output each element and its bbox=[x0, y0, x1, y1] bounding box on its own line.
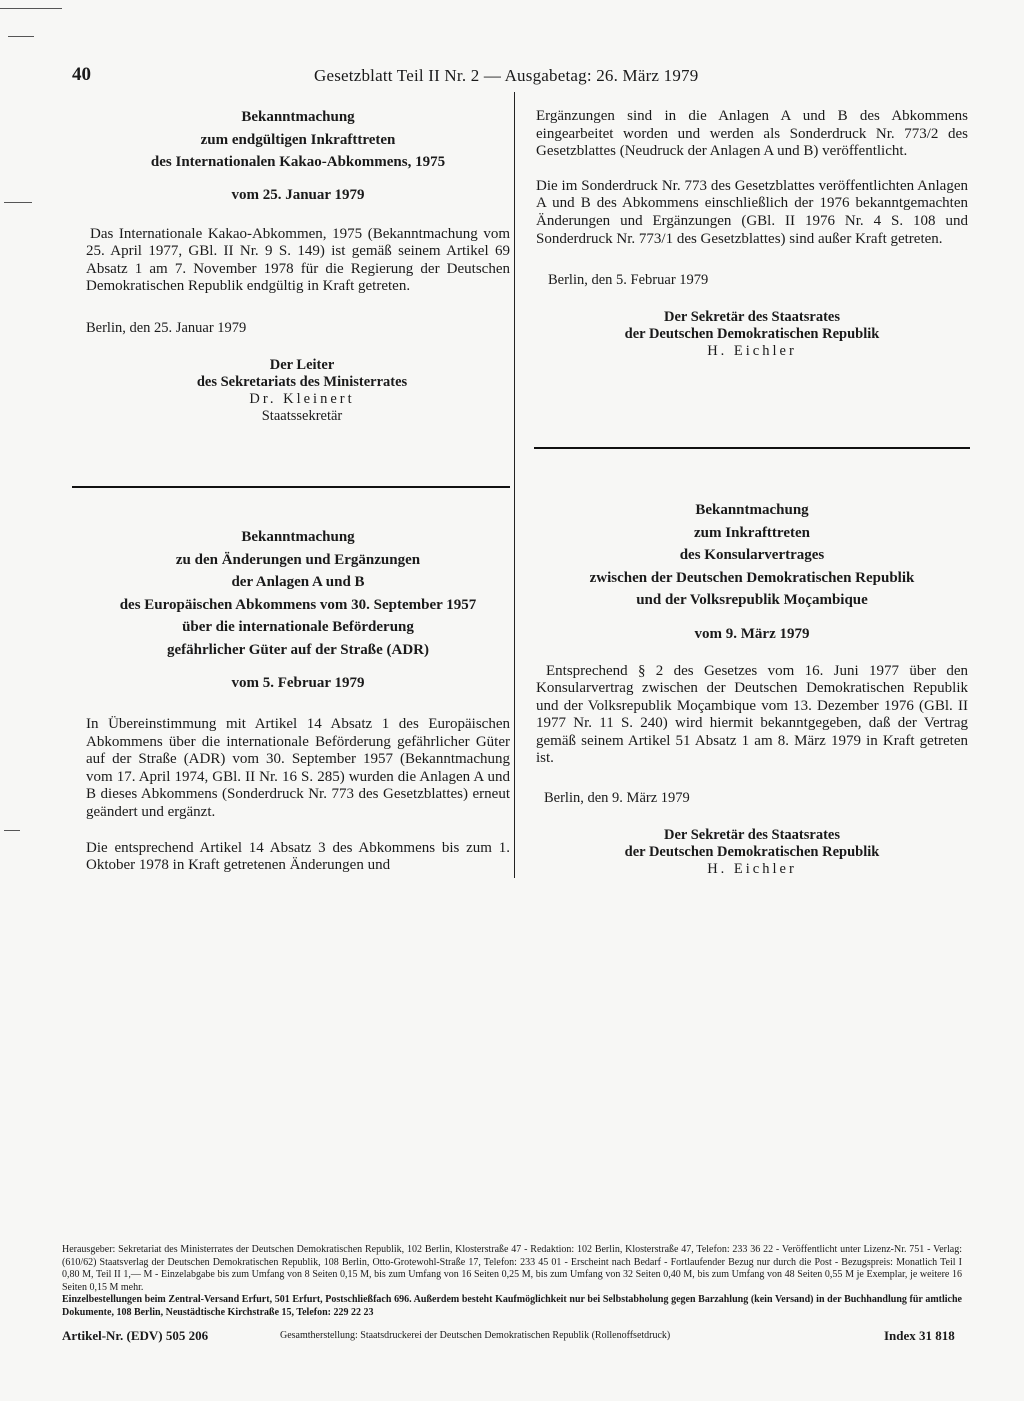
body-paragraph: Das Internationale Kakao-Abkommen, 1975 (Bekanntmachung vom 25. April 1977, GBl. II Nr. 9 S. 149) ist gemäß seinem Artikel 69 Absatz 1 am 7. November 1978 für die Regierung der Deutschen Demokratischen Republik endgültig in Kraft getreten. bbox=[86, 225, 510, 295]
heading-line: zum endgültigen Inkrafttreten bbox=[200, 131, 396, 148]
heading-line: des Internationalen Kakao-Abkommens, 1975 bbox=[150, 154, 446, 170]
signature-title: der Deutschen Demokratischen Republik bbox=[624, 326, 880, 343]
section-rule bbox=[534, 447, 970, 449]
notice-consular-treaty bbox=[536, 499, 968, 878]
printer-line: Gesamtherstellung: Staatsdruckerei der Deutschen Demokratischen Republik (Rollenoffsetdruck) bbox=[280, 1330, 671, 1341]
heading-line: über die internationale Beförderung bbox=[182, 619, 414, 635]
column-divider bbox=[514, 92, 515, 878]
signature-block bbox=[536, 309, 968, 360]
imprint bbox=[62, 1244, 962, 1320]
heading-line: zwischen der Deutschen Demokratischen Republik bbox=[589, 569, 915, 586]
imprint-text: Herausgeber: Sekretariat des Ministerrates der Deutschen Demokratischen Republik, 102 Berlin, Klosterstraße 47 - Redaktion: 102 Berlin, Klosterstraße 47, Telefon: 233 36 22 - Veröffentlicht unter Lizenz-Nr. 751 - Verlag: (610/62) Staatsverlag der Deutschen Demokratischen Republik, 108 Berlin, Otto-Grotewohl-Straße 17, Telefon: 233 45 01 - Erscheint nach Bedarf - Fortlaufender Bezug nur durch die Post - Bezugspreis: Monatlich Teil I 0,80 M, Teil II 1,— M - Einzelabgabe bis zum Umfang von 8 Seiten 0,15 M, bis zum Umfang von 16 Seiten 0,25 M, bis zum Umfang von 32 Seiten 0,40 M, bis zum Umfang von 48 Seiten 0,55 M je Exemplar, je weitere 16 Seiten 0,15 M mehr. bbox=[62, 1244, 962, 1293]
body-paragraph: Ergänzungen sind in die Anlagen A und B des Abkommens eingearbeitet worden und werden als Sonderdruck Nr. 773/2 des Gesetzblattes (Neudruck der Anlagen A und B) veröffentlicht. bbox=[536, 108, 968, 160]
notice-date: vom 9. März 1979 bbox=[694, 625, 810, 642]
notice-adr-amendments bbox=[86, 526, 510, 875]
section-rule bbox=[72, 486, 510, 488]
place-date: Berlin, den 5. Februar 1979 bbox=[548, 272, 709, 289]
heading-line: Bekanntmachung bbox=[241, 529, 355, 545]
notice-date: vom 5. Februar 1979 bbox=[231, 675, 365, 691]
body-paragraph: Entsprechend § 2 des Gesetzes vom 16. Juni 1977 über den Konsularvertrag zwischen der Deutschen Demokratischen Republik und der Volksrepublik Moçambique vom 13. Dezember 1976 (GBl. II 1977 Nr. 11 S. 240) wird hiermit bekanntgegeben, daß der Vertrag gemäß seinem Artikel 51 Absatz 1 am 8. März 1979 in Kraft getreten ist. bbox=[536, 662, 968, 767]
heading-line: Bekanntmachung bbox=[241, 109, 355, 125]
notice-date: vom 25. Januar 1979 bbox=[231, 186, 365, 203]
notice-heading bbox=[536, 499, 968, 612]
body-paragraph: Die im Sonderdruck Nr. 773 des Gesetzblattes veröffentlichten Anlagen A und B des Abkommens einschließlich der 1976 bekanntgemachten Änderungen und Ergänzungen (GBl. II 1976 Nr. 4 S. 108 und Sonderdruck Nr. 773/1 des Gesetzblattes) sind außer Kraft getreten. bbox=[536, 177, 968, 247]
signature-name: H. Eichler bbox=[707, 861, 797, 878]
margin-mark bbox=[4, 830, 20, 831]
signature-block bbox=[86, 357, 510, 425]
heading-line: Bekanntmachung bbox=[695, 502, 809, 518]
signature-title: Der Sekretär des Staatsrates bbox=[664, 827, 840, 844]
signature-title: Der Sekretär des Staatsrates bbox=[664, 309, 840, 326]
margin-mark bbox=[4, 202, 32, 203]
margin-mark bbox=[0, 8, 62, 9]
notice-adr-continuation bbox=[536, 108, 968, 360]
running-head: Gesetzblatt Teil II Nr. 2 — Ausgabetag: 26. März 1979 bbox=[314, 66, 699, 85]
signature-block bbox=[536, 827, 968, 878]
heading-line: und der Volksrepublik Moçambique bbox=[636, 592, 868, 608]
notice-heading bbox=[86, 106, 510, 174]
page-header bbox=[62, 64, 970, 94]
place-date: Berlin, den 25. Januar 1979 bbox=[86, 319, 247, 336]
signature-name: Dr. Kleinert bbox=[249, 390, 355, 407]
signature-title: des Sekretariats des Ministerrates bbox=[196, 373, 408, 390]
heading-line: zum Inkrafttreten bbox=[694, 524, 810, 541]
signature-role: Staatssekretär bbox=[261, 407, 343, 424]
heading-line: der Anlagen A und B bbox=[231, 574, 365, 590]
signature-title: der Deutschen Demokratischen Republik bbox=[624, 844, 880, 861]
notice-cocoa-agreement bbox=[86, 106, 510, 425]
margin-mark bbox=[8, 36, 34, 37]
body-paragraph: Die entsprechend Artikel 14 Absatz 3 des Abkommens bis zum 1. Oktober 1978 in Kraft getretenen Änderungen und bbox=[86, 839, 510, 874]
signature-name: H. Eichler bbox=[707, 343, 797, 360]
heading-line: des Konsularvertrages bbox=[679, 547, 825, 563]
heading-line: zu den Änderungen und Ergänzungen bbox=[175, 551, 421, 568]
notice-heading bbox=[86, 526, 510, 661]
heading-line: des Europäischen Abkommens vom 30. September 1957 bbox=[119, 596, 477, 613]
index-number: Index 31 818 bbox=[884, 1328, 955, 1343]
heading-line: gefährlicher Güter auf der Straße (ADR) bbox=[166, 641, 430, 658]
imprint-orders: Einzelbestellungen beim Zentral-Versand Erfurt, 501 Erfurt, Postschließfach 696. Außerdem besteht Kaufmöglichkeit nur bei Selbstabholung gegen Barzahlung (kein Versand) in der Buchhandlung für amtliche Dokumente, 108 Berlin, Neustädtische Kirchstraße 15, Telefon: 229 22 23 bbox=[62, 1294, 962, 1318]
body-paragraph: In Übereinstimmung mit Artikel 14 Absatz 1 des Europäischen Abkommens über die internationale Beförderung gefährlicher Güter auf der Straße (ADR) vom 30. September 1957 (Bekanntmachung vom 17. April 1974, GBl. II Nr. 16 S. 285) wurden die Anlagen A und B dieses Abkommens (Sonderdruck Nr. 773 des Gesetzblattes) erneut geändert und ergänzt. bbox=[86, 716, 510, 820]
place-date: Berlin, den 9. März 1979 bbox=[544, 790, 690, 807]
article-number: Artikel-Nr. (EDV) 505 206 bbox=[62, 1328, 209, 1343]
page-number: 40 bbox=[72, 64, 91, 85]
signature-title: Der Leiter bbox=[269, 356, 335, 373]
